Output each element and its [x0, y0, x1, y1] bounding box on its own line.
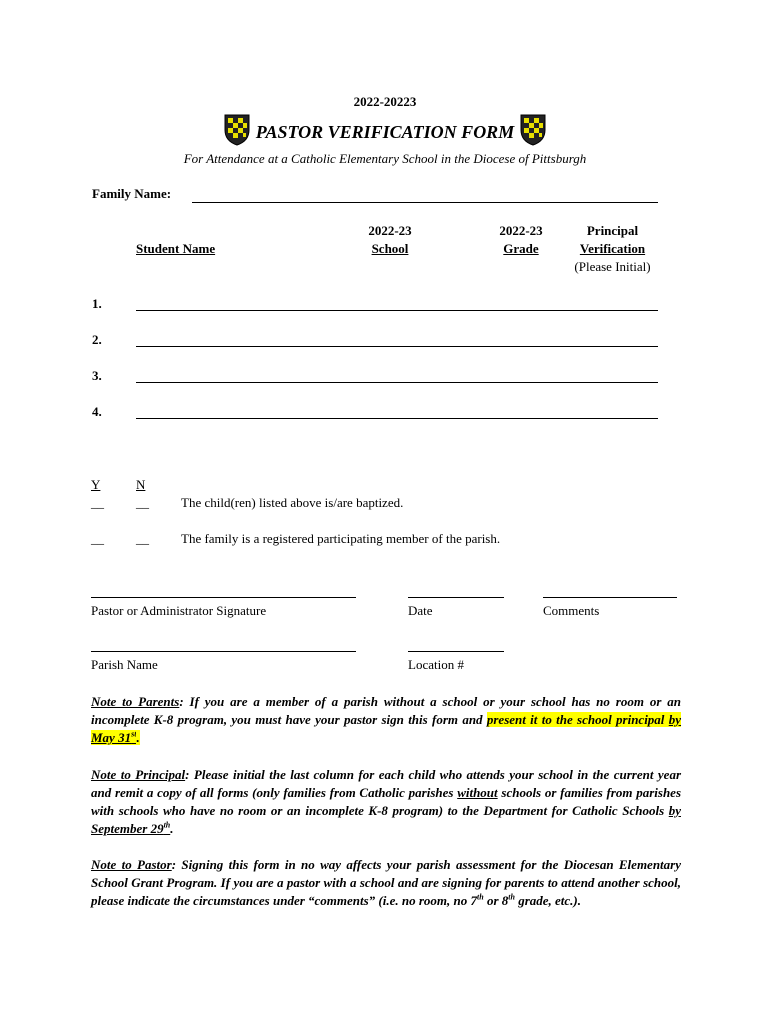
baptized-statement: The child(ren) listed above is/are baptized.	[181, 495, 404, 510]
note-text: : Please initial the last column for each child who attends your school in the current year and remit a copy of all forms (only families from Catholic parishes	[91, 767, 682, 800]
date-field[interactable]	[408, 597, 504, 598]
no-checkbox-baptized[interactable]: __	[136, 495, 149, 510]
student-row-field[interactable]	[136, 346, 658, 347]
deadline-end: .	[136, 730, 140, 745]
note-to-parents	[91, 693, 681, 747]
row-number: 2.	[92, 332, 102, 347]
pastor-signature-field[interactable]	[91, 597, 356, 598]
page-title: PASTOR VERIFICATION FORM	[255, 121, 515, 142]
row-number: 1.	[92, 296, 102, 311]
deadline-text: by September 29	[91, 803, 681, 836]
note-heading: Note to Parents	[91, 694, 180, 709]
deadline-suffix: st	[131, 729, 137, 739]
page-subtitle: For Attendance at a Catholic Elementary School in the Diocese of Pittsburgh	[183, 151, 587, 166]
verification-header-text: Verification	[579, 241, 646, 256]
deadline-text: by May 31	[91, 712, 682, 745]
note-heading: Note to Principal	[91, 767, 186, 782]
student-name-header-text: Student Name	[136, 241, 216, 256]
ordinal-suffix: th	[477, 892, 484, 902]
title-row	[0, 110, 770, 150]
note-heading: Note to Pastor	[91, 857, 172, 872]
grade-header	[486, 222, 556, 258]
note-end: .	[170, 821, 174, 836]
yes-checkbox-member[interactable]: __	[91, 531, 104, 546]
note-end: grade, etc.).	[514, 893, 581, 908]
school-header-year: 2022-23	[368, 223, 412, 238]
ordinal-suffix: th	[508, 892, 515, 902]
yes-checkbox-baptized[interactable]: __	[91, 495, 104, 510]
no-checkbox-member[interactable]: __	[136, 531, 149, 546]
crest-icon	[224, 114, 250, 146]
family-name-label: Family Name:	[92, 186, 172, 201]
parish-name-field[interactable]	[91, 651, 356, 652]
date-label: Date	[408, 603, 433, 618]
row-number: 4.	[92, 404, 102, 419]
comments-field[interactable]	[543, 597, 677, 598]
member-statement: The family is a registered participating member of the parish.	[181, 531, 501, 546]
note-text: : If you are a member of a parish without a school or your school has no room or an incomplete K-8 program, you must have your pastor sign this form and	[91, 694, 681, 727]
yes-header: Y	[91, 477, 101, 492]
principal-header	[555, 222, 670, 276]
comments-label: Comments	[543, 603, 600, 618]
note-to-principal	[91, 766, 681, 838]
family-name-field[interactable]	[192, 202, 658, 203]
student-row-field[interactable]	[136, 418, 658, 419]
without-text: without	[457, 785, 498, 800]
no-header: N	[136, 477, 146, 492]
principal-header-text: Principal	[586, 223, 639, 238]
location-field[interactable]	[408, 651, 504, 652]
student-row-field[interactable]	[136, 382, 658, 383]
crest-icon	[520, 114, 546, 146]
parish-name-label: Parish Name	[91, 657, 158, 672]
student-name-header	[136, 240, 215, 258]
note-to-pastor	[91, 856, 681, 910]
pastor-signature-label: Pastor or Administrator Signature	[91, 603, 267, 618]
grade-header-year: 2022-23	[499, 223, 543, 238]
highlighted-text: present it to the school principal	[486, 712, 669, 727]
grade-header-text: Grade	[503, 241, 539, 256]
deadline-suffix: th	[163, 820, 171, 830]
school-header-text: School	[371, 241, 409, 256]
school-header	[355, 222, 425, 258]
please-initial-text: (Please Initial)	[574, 259, 651, 274]
note-text: or 8	[483, 893, 509, 908]
student-row-field[interactable]	[136, 310, 658, 311]
row-number: 3.	[92, 368, 102, 383]
note-text: schools or families from parishes with schools who have no room or an incomplete K-8 program) to the Department for Catholic Schools	[91, 785, 682, 818]
note-text: : Signing this form in no way affects your parish assessment for the Diocesan Elementary School Grant Program. If you are a pastor with a school and are signing for parents to attend another school, please indicate the circumstances under “comments” (i.e. no room, no 7	[91, 857, 681, 908]
location-label: Location #	[408, 657, 464, 672]
form-year: 2022-20223	[353, 94, 417, 109]
